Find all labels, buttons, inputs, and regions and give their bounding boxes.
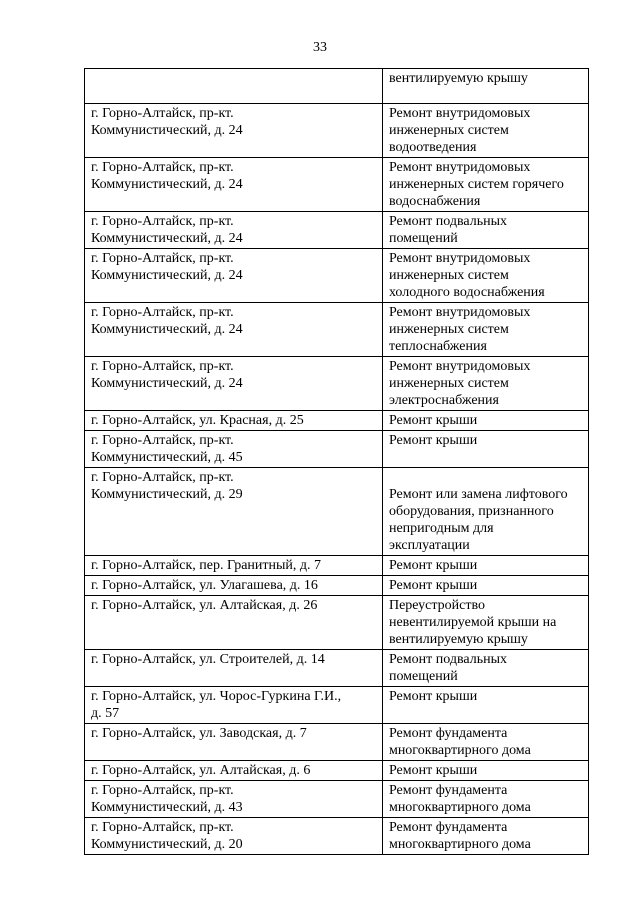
address-cell: [85, 556, 383, 576]
work-type-line: эксплуатации: [388, 538, 470, 553]
work-type-cell: [382, 818, 588, 855]
table-row: [85, 576, 589, 596]
work-type-line: оборудования, признанного: [388, 504, 554, 519]
address-line: Коммунистический, д. 24: [91, 322, 243, 337]
address-line: г. Горно-Алтайск, ул. Алтайская, д. 6: [91, 763, 311, 778]
work-type-line: непригодным для: [388, 521, 494, 536]
address-line: Коммунистический, д. 29: [91, 487, 243, 502]
work-type-cell: [382, 468, 588, 556]
work-type-line: Ремонт внутридомовых: [388, 106, 531, 121]
work-type-cell: [382, 596, 588, 650]
table-row: [85, 431, 589, 468]
work-type-cell: [382, 411, 588, 431]
work-type-line: вентилируемую крышу: [388, 71, 528, 86]
table-row: [85, 357, 589, 411]
work-type-cell: [382, 576, 588, 596]
address-cell: [85, 104, 383, 158]
table-row: [85, 781, 589, 818]
work-type-line: Ремонт внутридомовых: [388, 251, 531, 266]
work-type-line: Ремонт крыши: [388, 558, 478, 573]
work-type-cell: [382, 431, 588, 468]
address-line: г. Горно-Алтайск, ул. Заводская, д. 7: [91, 726, 307, 741]
work-type-line: помещений: [388, 231, 458, 246]
address-line: г. Горно-Алтайск, пр-кт.: [91, 359, 234, 374]
table-row: [85, 468, 589, 556]
work-type-line: Ремонт крыши: [388, 763, 478, 778]
address-cell: [85, 468, 383, 556]
address-cell: [85, 596, 383, 650]
work-type-line: многоквартирного дома: [388, 837, 531, 852]
address-line: г. Горно-Алтайск, пр-кт.: [91, 783, 234, 798]
work-type-cell: [382, 104, 588, 158]
address-line: Коммунистический, д. 24: [91, 268, 243, 283]
table-row: [85, 411, 589, 431]
work-type-line: электроснабжения: [388, 393, 499, 408]
table-row: [85, 303, 589, 357]
work-type-line: водоснабжения: [388, 194, 481, 209]
address-cell: [85, 212, 383, 249]
work-type-cell: [382, 761, 588, 781]
address-cell: [85, 781, 383, 818]
address-line: Коммунистический, д. 43: [91, 800, 243, 815]
address-cell: [85, 158, 383, 212]
work-type-line: Ремонт крыши: [388, 413, 478, 428]
table-row: [85, 724, 589, 761]
work-type-line: Ремонт или замена лифтового: [388, 487, 568, 502]
work-type-line: инженерных систем: [388, 268, 509, 283]
table-row: [85, 104, 589, 158]
work-type-line: теплоснабжения: [388, 339, 487, 354]
address-line: д. 57: [91, 706, 120, 721]
work-type-cell: [382, 158, 588, 212]
address-cell: [85, 357, 383, 411]
work-type-line: многоквартирного дома: [388, 800, 531, 815]
work-type-line: водоотведения: [388, 140, 477, 155]
address-line: г. Горно-Алтайск, пр-кт.: [91, 251, 234, 266]
blank-line: [389, 469, 584, 486]
address-cell: [85, 411, 383, 431]
address-line: г. Горно-Алтайск, пр-кт.: [91, 106, 234, 121]
work-type-cell: [382, 781, 588, 818]
address-cell: [85, 69, 383, 104]
work-type-cell: [382, 556, 588, 576]
address-cell: [85, 303, 383, 357]
address-cell: [85, 650, 383, 687]
address-cell: [85, 687, 383, 724]
work-type-line: инженерных систем: [388, 376, 509, 391]
table-row: [85, 596, 589, 650]
work-type-line: инженерных систем: [388, 322, 509, 337]
table-row: [85, 650, 589, 687]
work-type-cell: [382, 212, 588, 249]
work-type-line: холодного водоснабжения: [388, 285, 545, 300]
table-row: [85, 158, 589, 212]
address-line: г. Горно-Алтайск, пр-кт.: [91, 433, 234, 448]
address-cell: [85, 761, 383, 781]
address-line: г. Горно-Алтайск, пр-кт.: [91, 305, 234, 320]
work-type-cell: [382, 69, 588, 104]
address-line: Коммунистический, д. 45: [91, 450, 243, 465]
work-type-line: вентилируемую крышу: [388, 632, 528, 647]
work-type-line: Переустройство: [388, 598, 485, 613]
work-type-cell: [382, 303, 588, 357]
work-type-line: Ремонт подвальных: [388, 214, 507, 229]
work-type-line: Ремонт подвальных: [388, 652, 507, 667]
address-line: г. Горно-Алтайск, пр-кт.: [91, 470, 234, 485]
work-type-line: невентилируемой крыши на: [388, 615, 557, 630]
table-row: [85, 249, 589, 303]
page-number: 33: [313, 40, 327, 55]
address-line: г. Горно-Алтайск, пр-кт.: [91, 820, 234, 835]
table-row: [85, 761, 589, 781]
address-line: Коммунистический, д. 24: [91, 177, 243, 192]
work-type-line: Ремонт внутридомовых: [388, 359, 531, 374]
address-line: г. Горно-Алтайск, ул. Алтайская, д. 26: [91, 598, 318, 613]
work-type-line: Ремонт внутридомовых: [388, 305, 531, 320]
work-type-line: Ремонт крыши: [388, 433, 478, 448]
works-table: [84, 68, 589, 855]
address-line: г. Горно-Алтайск, пр-кт.: [91, 214, 234, 229]
work-type-line: инженерных систем: [388, 123, 509, 138]
work-type-line: инженерных систем горячего: [388, 177, 564, 192]
address-cell: [85, 818, 383, 855]
work-type-line: помещений: [388, 669, 458, 684]
address-line: Коммунистический, д. 24: [91, 376, 243, 391]
work-type-cell: [382, 650, 588, 687]
work-type-cell: [382, 249, 588, 303]
address-cell: [85, 249, 383, 303]
address-line: г. Горно-Алтайск, ул. Строителей, д. 14: [91, 652, 325, 667]
address-line: г. Горно-Алтайск, ул. Красная, д. 25: [91, 413, 304, 428]
table-row: [85, 556, 589, 576]
address-line: г. Горно-Алтайск, пр-кт.: [91, 160, 234, 175]
work-type-cell: [382, 357, 588, 411]
works-table-body: [85, 69, 589, 855]
table-row: [85, 212, 589, 249]
work-type-line: Ремонт фундамента: [388, 783, 508, 798]
address-line: Коммунистический, д. 24: [91, 231, 243, 246]
work-type-line: Ремонт фундамента: [388, 726, 508, 741]
address-line: Коммунистический, д. 20: [91, 837, 243, 852]
table-row: [85, 818, 589, 855]
work-type-cell: [382, 724, 588, 761]
address-line: г. Горно-Алтайск, ул. Чорос-Гуркина Г.И.,: [91, 689, 342, 704]
address-line: Коммунистический, д. 24: [91, 123, 243, 138]
work-type-line: Ремонт крыши: [388, 689, 478, 704]
table-row: [85, 69, 589, 104]
work-type-line: Ремонт фундамента: [388, 820, 508, 835]
work-type-line: Ремонт крыши: [388, 578, 478, 593]
work-type-cell: [382, 687, 588, 724]
address-cell: [85, 724, 383, 761]
work-type-line: многоквартирного дома: [388, 743, 531, 758]
address-cell: [85, 576, 383, 596]
table-row: [85, 687, 589, 724]
work-type-line: Ремонт внутридомовых: [388, 160, 531, 175]
address-line: г. Горно-Алтайск, ул. Улагашева, д. 16: [91, 578, 318, 593]
address-line: г. Горно-Алтайск, пер. Гранитный, д. 7: [91, 558, 322, 573]
address-cell: [85, 431, 383, 468]
